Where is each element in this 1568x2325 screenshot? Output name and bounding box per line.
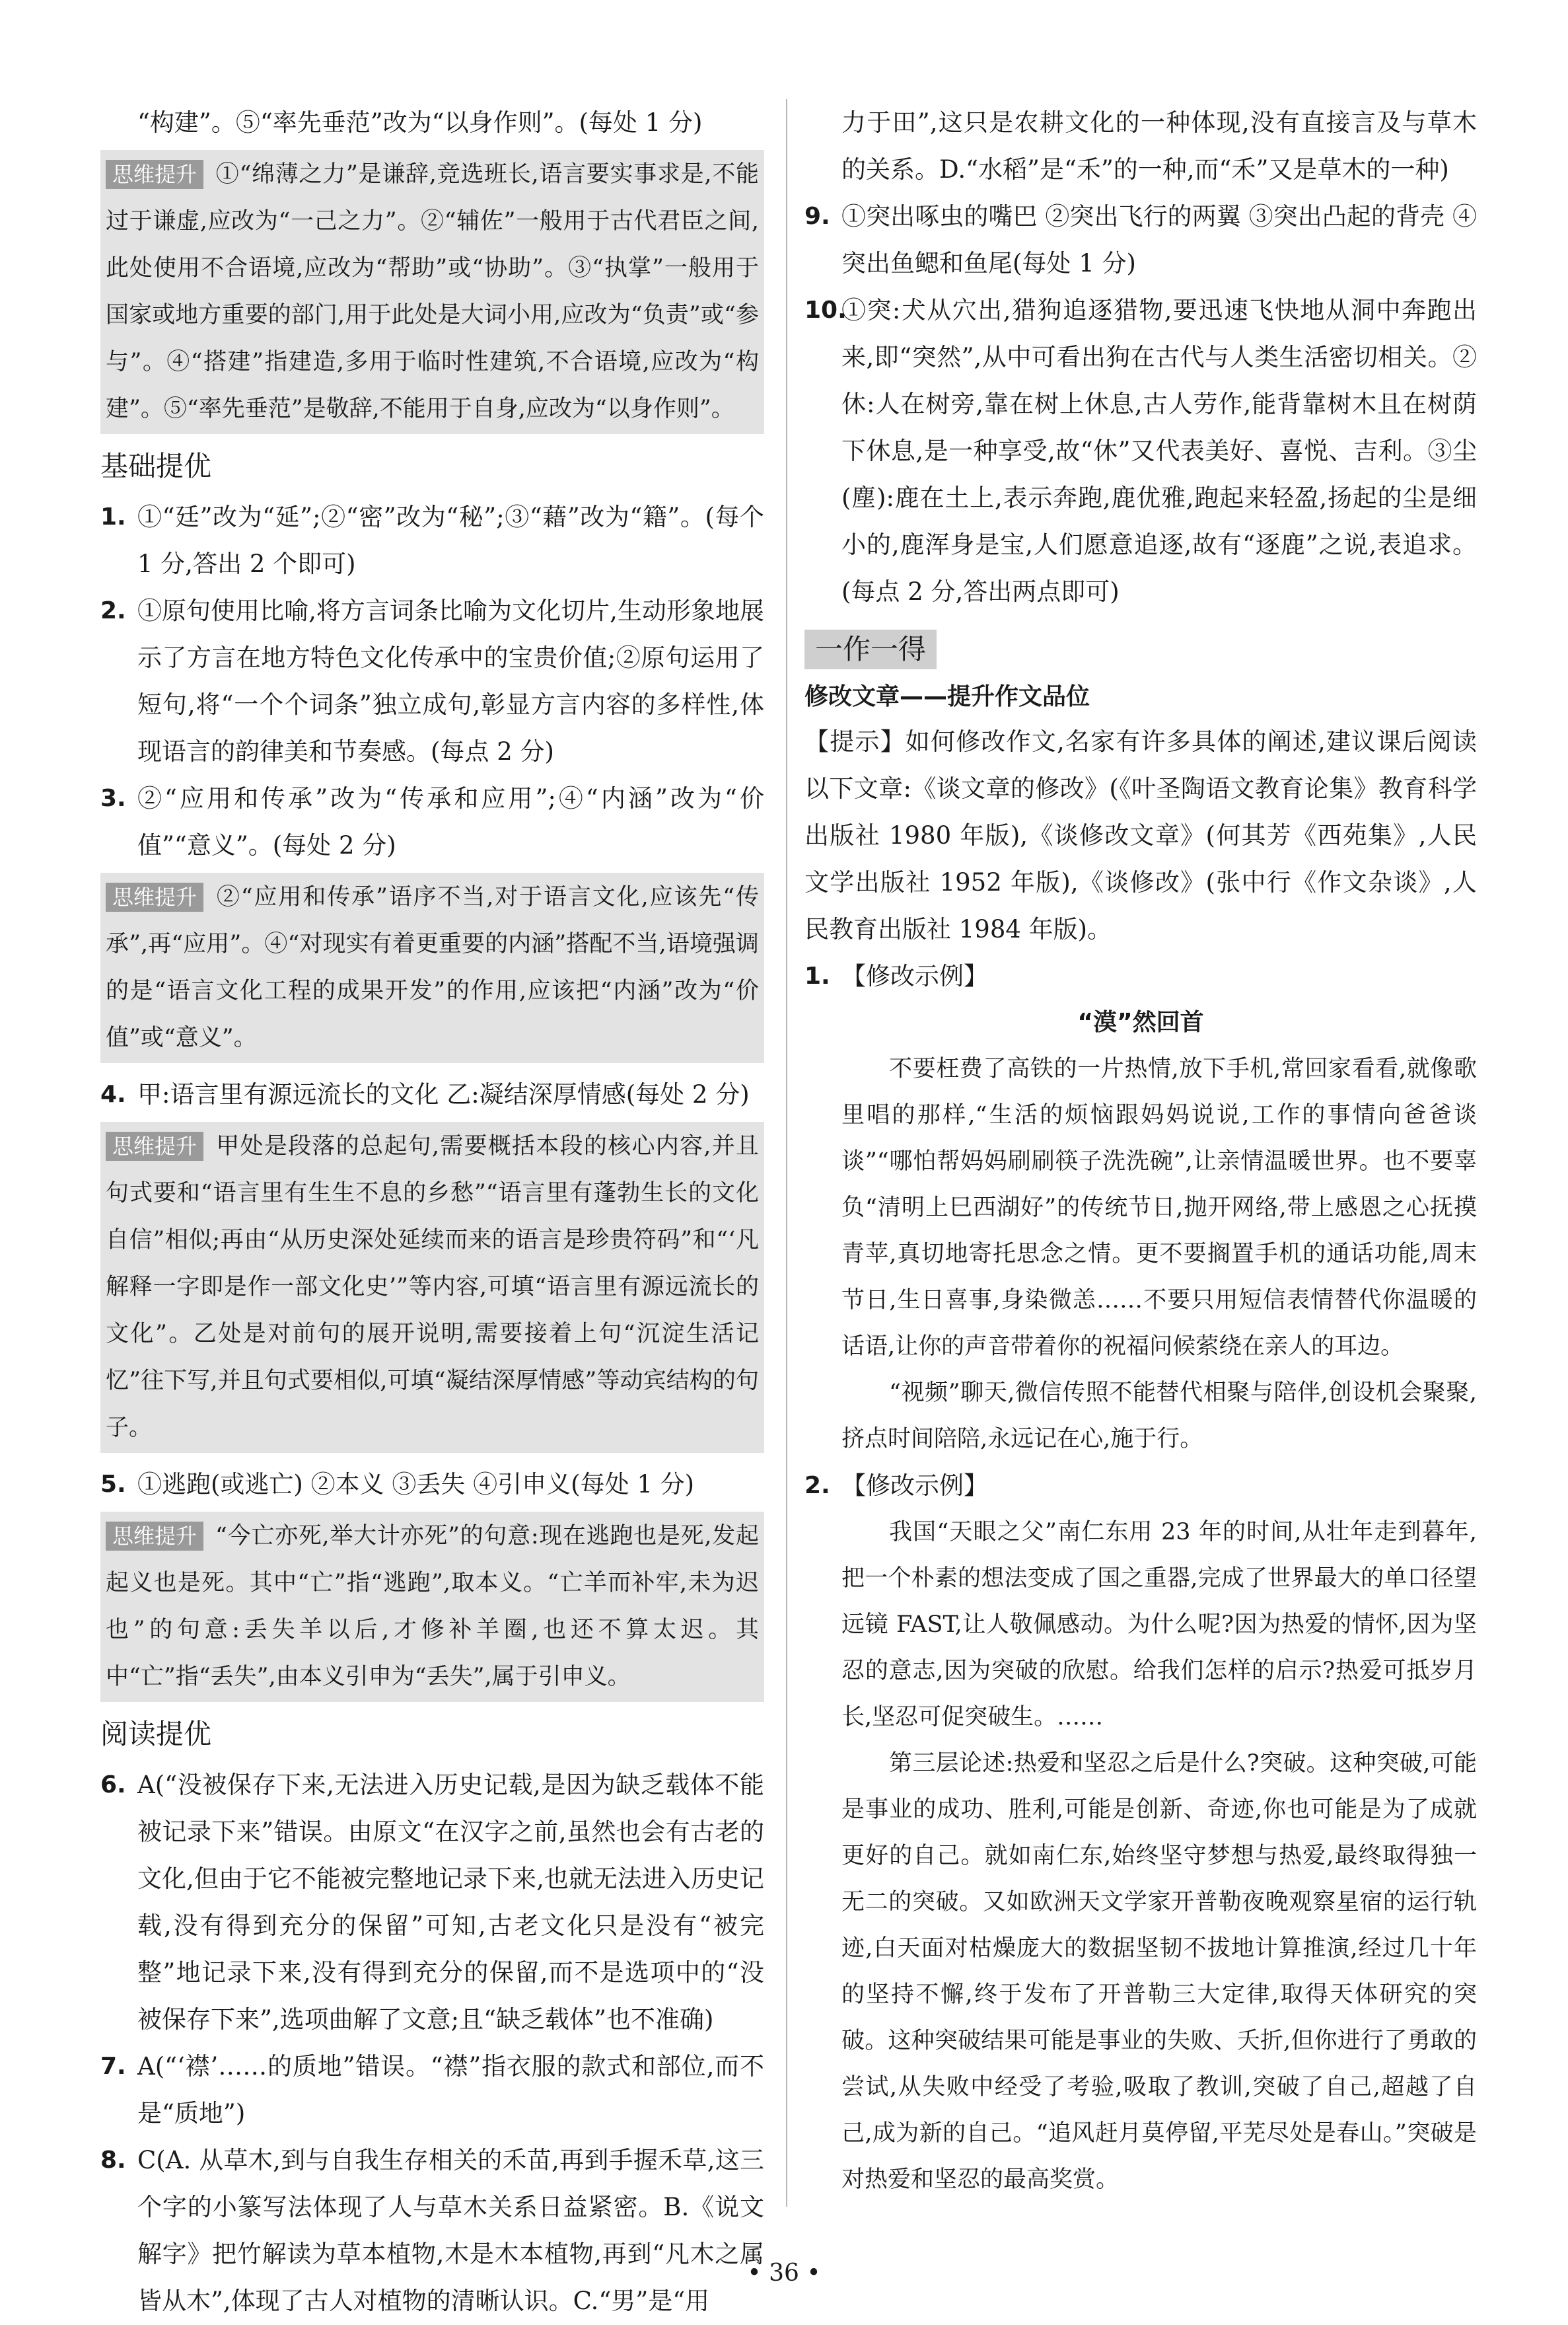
writing-subtitle: 修改文章——提升作文品位	[804, 683, 1090, 710]
question-number: 2.	[100, 597, 126, 624]
column-divider	[786, 99, 787, 2207]
example-1	[804, 953, 1477, 1000]
question-number: 4.	[100, 1081, 126, 1108]
think-box-3	[100, 873, 764, 1063]
section-heading-reading: 阅读提优	[100, 1718, 212, 1750]
think-text: ②“应用和传承”语序不当,对于语言文化,应该先“传承”,再“应用”。④“对现实有着更重要的内涵”搭配不当,语境强调的是“语言文化工程的成果开发”的作用,应该把“内涵”改为“价值”或“意义”。	[106, 884, 759, 1051]
essay-paragraph: 不要枉费了高铁的一片热情,放下手机,常回家看看,就像歌里唱的那样,“生活的烦恼跟妈妈说说,工作的事情向爸爸谈谈”“哪怕帮妈妈刷刷筷子洗洗碗”,让亲情温暖世界。也不要辜负“清明上巳西湖好”的传统节日,抛开网络,带上感恩之心抚摸青苹,真切地寄托思念之情。更不要搁置手机的通话功能,周末节日,生日喜事,身染微恙……不要只用短信表情替代你温暖的话语,让你的声音带着你的祝福问候萦绕在亲人的耳边。	[841, 1056, 1477, 1360]
question-number: 6.	[100, 1771, 126, 1798]
answer-text: 甲:语言里有源远流长的文化 乙:凝结深厚情感(每处 2 分)	[137, 1080, 750, 1109]
think-text: 甲处是段落的总起句,需要概括本段的核心内容,并且句式要和“语言里有生生不息的乡愁”“语言里有蓬勃生长的文化自信”相似;再由“从历史深处延续而来的语言是珍贵符码”和“‘凡解释一字即是作一部文化史’”等内容,可填“语言里有源远流长的文化”。乙处是对前句的展开说明,需要接着上句“沉淀生活记忆”往下写,并且句式要相似,可填“凝结深厚情感”等动宾结构的句子。	[106, 1133, 759, 1441]
answer-text: ①原句使用比喻,将方言词条比喻为文化切片,生动形象地展示了方言在地方特色文化传承中的宝贵价值;②原句运用了短句,将“一个个词条”独立成句,彰显方言内容的多样性,体现语言的韵律美和节奏感。(每点 2 分)	[137, 597, 764, 766]
question-number: 10.	[804, 297, 847, 324]
essay-paragraph: 第三层论述:热爱和坚忍之后是什么?突破。这种突破,可能是事业的成功、胜利,可能是创新、奇迹,你也可能是为了成就更好的自己。就如南仁东,始终坚守梦想与热爱,最终取得独一无二的突破。又如欧洲天文学家开普勒夜晚观察星宿的运行轨迹,白天面对枯燥庞大的数据坚韧不拔地计算推演,经过几十年的坚持不懈,终于发布了开普勒三大定律,取得天体研究的突破。这种突破结果可能是事业的失败、夭折,但你进行了勇敢的尝试,从失败中经受了考验,吸取了教训,突破了自己,超越了自己,成为新的自己。“追风赶月莫停留,平芜尽处是春山。”突破是对热爱和坚忍的最高奖赏。	[841, 1750, 1477, 2193]
question-8-continued: 力于田”,这只是农耕文化的一种体现,没有直接言及与草木的关系。D.“水稻”是“禾”的一种,而“禾”又是草木的一种)	[841, 108, 1477, 184]
answer-text: ①突出啄虫的嘴巴 ②突出飞行的两翼 ③突出凸起的背壳 ④突出鱼鳃和鱼尾(每处 1 分)	[841, 202, 1477, 277]
think-tag: 思维提升	[106, 160, 203, 189]
question-5	[100, 1461, 764, 1508]
answer-text: ①“廷”改为“延”;②“密”改为“秘”;③“藉”改为“籍”。(每个 1 分,答出 2 个即可)	[137, 503, 764, 578]
question-number: 5.	[100, 1471, 126, 1498]
right-column	[804, 99, 1477, 2203]
question-6	[100, 1761, 764, 2043]
question-number: 2.	[804, 1472, 830, 1499]
think-tag: 思维提升	[106, 1132, 203, 1161]
question-3	[100, 775, 764, 869]
answer-text: ①逃跑(或逃亡) ②本义 ③丢失 ④引申义(每处 1 分)	[137, 1470, 695, 1498]
think-tag: 思维提升	[106, 883, 203, 912]
think-text: “今亡亦死,举大计亦死”的句意:现在逃跑也是死,发起起义也是死。其中“亡”指“逃跑”,取本义。“亡羊而补牢,未为迟也”的句意:丢失羊以后,才修补羊圈,也还不算太迟。其中“亡”指“丢失”,由本义引申为“丢失”,属于引申义。	[106, 1523, 759, 1690]
essay-paragraph: “视频”聊天,微信传照不能替代相聚与陪伴,创设机会聚聚,挤点时间陪陪,永远记在心,施于行。	[841, 1380, 1477, 1452]
section-heading-basic: 基础提优	[100, 450, 212, 482]
page-number: • 36 •	[747, 2260, 821, 2287]
think-text: ①“绵薄之力”是谦辞,竞选班长,语言要实事求是,不能过于谦虚,应改为“一己之力”。②“辅佐”一般用于古代君臣之间,此处使用不合语境,应改为“帮助”或“协助”。③“执掌”一般用于国家或地方重要的部门,用于此处是大词小用,应改为“负责”或“参与”。④“搭建”指建造,多用于临时性建筑,不合语境,应改为“构建”。⑤“率先垂范”是敬辞,不能用于自身,应改为“以身作则”。	[106, 161, 759, 422]
think-box-5	[100, 1512, 764, 1702]
question-10	[804, 287, 1477, 615]
think-box-1	[100, 150, 764, 434]
answer-text: ②“应用和传承”改为“传承和应用”;④“内涵”改为“价值”“意义”。(每处 2 分)	[137, 784, 764, 860]
question-8	[100, 2137, 764, 2324]
think-box-4	[100, 1122, 764, 1453]
answer-text: A(“‘襟’……的质地”错误。“襟”指衣服的款式和部位,而不是“质地”)	[137, 2052, 764, 2127]
think-tag: 思维提升	[106, 1522, 203, 1551]
question-number: 1.	[100, 503, 126, 531]
question-7	[100, 2043, 764, 2137]
answer-text: ①突:犬从穴出,猎狗追逐猎物,要迅速飞快地从洞中奔跑出来,即“突然”,从中可看出狗在古代与人类生活密切相关。②休:人在树旁,靠在树上休息,古人劳作,能背靠树木且在树荫下休息,是一种享受,故“休”又代表美好、喜悦、吉利。③尘(塵):鹿在土上,表示奔跑,鹿优雅,跑起来轻盈,扬起的尘是细小的,鹿浑身是宝,人们愿意追逐,故有“逐鹿”之说,表追求。(每点 2 分,答出两点即可)	[841, 296, 1477, 606]
question-9	[804, 193, 1477, 287]
example-2	[804, 1462, 1477, 1509]
question-number: 9.	[804, 203, 830, 230]
intro-text: “构建”。⑤“率先垂范”改为“以身作则”。(每处 1 分)	[137, 108, 703, 137]
essay-paragraph: 我国“天眼之父”南仁东用 23 年的时间,从壮年走到暮年,把一个朴素的想法变成了国之重器,完成了世界最大的单口径望远镜 FAST,让人敬佩感动。为什么呢?因为热爱的情怀,因为坚忍的意志,因为突破的欣慰。给我们怎样的启示?热爱可抵岁月长,坚忍可促突破生。……	[841, 1519, 1477, 1730]
answer-text: A(“没被保存下来,无法进入历史记载,是因为缺乏载体不能被记录下来”错误。由原文“在汉字之前,虽然也会有古老的文化,但由于它不能被完整地记录下来,也就无法进入历史记载,没有得到充分的保留”可知,古老文化只是没有“被完整”地记录下来,没有得到充分的保留,而不是选项中的“没被保存下来”,选项曲解了文意;且“缺乏载体”也不准确)	[137, 1771, 764, 2034]
question-number: 1.	[804, 963, 830, 990]
question-number: 8.	[100, 2147, 126, 2174]
question-2	[100, 587, 764, 775]
example-label: 【修改示例】	[841, 962, 988, 990]
question-4	[100, 1071, 764, 1118]
example-label: 【修改示例】	[841, 1471, 988, 1500]
essay-title: “漠”然回首	[1077, 1009, 1204, 1036]
question-number: 7.	[100, 2053, 126, 2080]
answer-text: C(A. 从草木,到与自我生存相关的禾苗,再到手握禾草,这三个字的小篆写法体现了人与草木关系日益紧密。B.《说文解字》把竹解读为草本植物,木是木本植物,再到“凡木之属皆从木”,体现了古人对植物的清晰认识。C.“男”是“用	[137, 2146, 764, 2315]
left-column	[100, 99, 764, 2324]
section-heading-writing: 一作一得	[804, 630, 937, 669]
hint-text: 【提示】如何修改作文,名家有许多具体的阐述,建议课后阅读以下文章:《谈文章的修改》(《叶圣陶语文教育论集》教育科学出版社 1980 年版),《谈修改文章》(何其芳《西苑集》,人民文学出版社 1952 年版),《谈修改》(张中行《作文杂谈》,人民教育出版社 1984 年版)。	[804, 727, 1477, 943]
question-1	[100, 494, 764, 587]
question-number: 3.	[100, 785, 126, 812]
